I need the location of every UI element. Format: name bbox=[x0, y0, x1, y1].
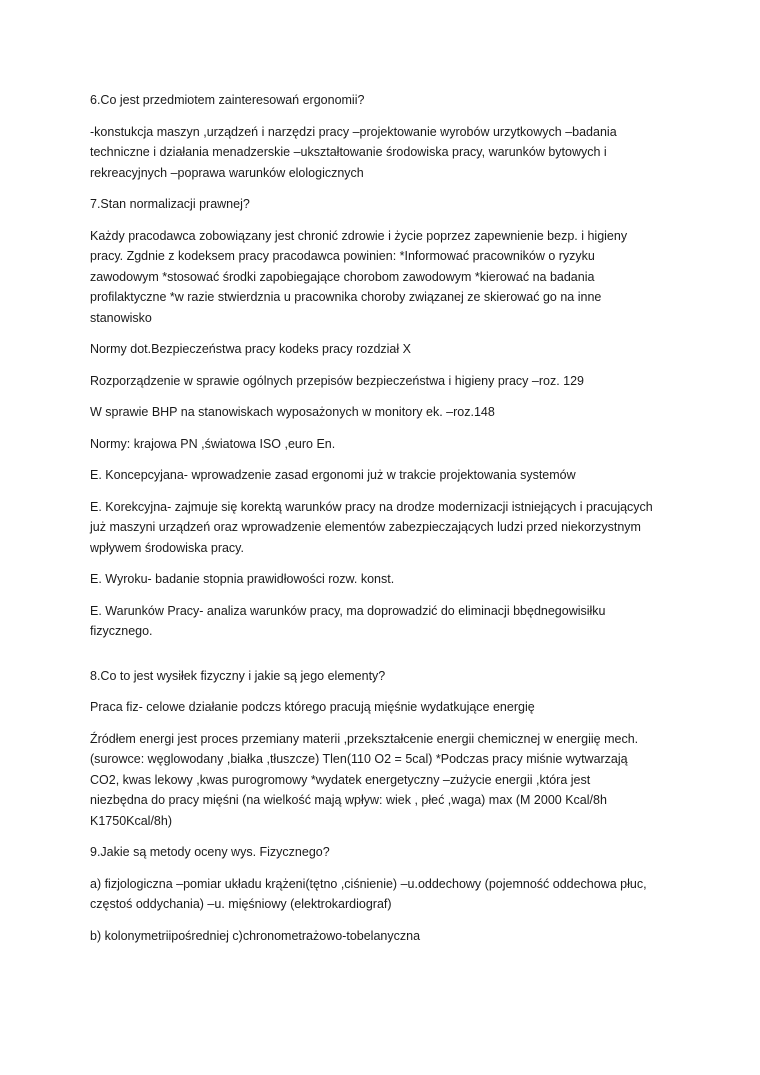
text-line: b) kolonymetriipośredniej c)chronometrażowo-tobelanyczna bbox=[90, 928, 421, 943]
text-line: 6.Co jest przedmiotem zainteresowań ergonomii? bbox=[90, 93, 365, 107]
text-line: techniczne i działania menadzerskie –ukształtowanie środowiska pracy, warunków bytowych i bbox=[90, 145, 607, 159]
text-line: już maszyni urządzeń oraz wprowadzenie elementów zabezpieczających ludzi przed niekorzystnym bbox=[90, 520, 641, 534]
text-line: fizycznego. bbox=[90, 624, 153, 638]
text-line: (surowce: węglowodany ,białka ,tłuszcze) Tlen(110 O2 = 5cal) *Podczas pracy miśnie wytwarzają bbox=[90, 752, 628, 766]
paragraph bbox=[90, 122, 680, 184]
text-line: stanowisko bbox=[90, 310, 152, 325]
text-line: 8.Co to jest wysiłek fizyczny i jakie są jego elementy? bbox=[90, 668, 386, 683]
text-line: pracy. Zgdnie z kodeksem pracy pracodawca powinien: *Informować pracowników o ryzyku bbox=[90, 249, 595, 263]
paragraph bbox=[90, 666, 680, 687]
text-line: Praca fiz- celowe działanie podczs którego pracują mięśnie wydatkujące energię bbox=[90, 700, 535, 714]
text-line: Rozporządzenie w sprawie ogólnych przepisów bezpieczeństwa i higieny pracy –roz. 129 bbox=[90, 373, 585, 388]
text-line: profilaktyczne *w razie stwierdznia u pracownika choroby związanej ze skierować go na inne bbox=[90, 290, 602, 304]
document-body bbox=[90, 90, 680, 957]
paragraph bbox=[90, 926, 680, 947]
text-line: a) fizjologiczna –pomiar układu krążeni(tętno ,ciśnienie) –u.oddechowy (pojemność oddechowa płuc, bbox=[90, 876, 647, 891]
text-line: K1750Kcal/8h) bbox=[90, 813, 173, 828]
text-line: Każdy pracodawca zobowiązany jest chronić zdrowie i życie poprzez zapewnienie bezp. i higieny bbox=[90, 228, 628, 243]
text-line: W sprawie BHP na stanowiskach wyposażonych w monitory ek. –roz.148 bbox=[90, 405, 495, 419]
paragraph bbox=[90, 90, 680, 111]
paragraph bbox=[90, 402, 680, 423]
paragraph bbox=[90, 874, 680, 915]
text-line: E. Koncepcyjana- wprowadzenie zasad ergonomi już w trakcie projektowania systemów bbox=[90, 468, 576, 482]
paragraph bbox=[90, 601, 680, 642]
text-line: częstoś oddychania) –u. mięśniowy (elektrokardiograf) bbox=[90, 897, 392, 911]
text-line: Normy dot.Bezpieczeństwa pracy kodeks pracy rozdział X bbox=[90, 342, 411, 356]
text-line: niezbędna do pracy mięśni (na wielkość mają wpływ: wiek , płeć ,waga) max (M 2000 Kcal/8h bbox=[90, 793, 607, 807]
paragraph bbox=[90, 434, 680, 455]
text-line: zawodowym *stosować środki zapobiegające chorobom zawodowym *kierować na badania bbox=[90, 269, 595, 284]
text-line: E. Korekcyjna- zajmuje się korektą warunków pracy na drodze modernizacji istniejących i pracujących bbox=[90, 499, 653, 514]
paragraph bbox=[90, 371, 680, 392]
text-line: CO2, kwas lekowy ,kwas purogromowy *wydatek energetyczny –zużycie energii ,która jest bbox=[90, 772, 591, 787]
paragraph bbox=[90, 697, 680, 718]
text-line: Źródłem energi jest proces przemiany materii ,przekształcenie energii chemicznej w energiię mech. bbox=[90, 731, 639, 746]
text-line: Normy: krajowa PN ,światowa ISO ,euro En. bbox=[90, 436, 336, 451]
text-line: rekreacyjnych –poprawa warunków elologicznych bbox=[90, 165, 364, 180]
text-line: E. Wyroku- badanie stopnia prawidłowości rozw. konst. bbox=[90, 572, 395, 586]
paragraph bbox=[90, 842, 680, 863]
paragraph bbox=[90, 729, 680, 832]
paragraph bbox=[90, 226, 680, 329]
text-line: 7.Stan normalizacji prawnej? bbox=[90, 197, 250, 211]
paragraph bbox=[90, 569, 680, 590]
text-line: -konstukcja maszyn ,urządzeń i narzędzi pracy –projektowanie wyrobów urzytkowych –badania bbox=[90, 124, 617, 139]
paragraph bbox=[90, 465, 680, 486]
paragraph bbox=[90, 194, 680, 215]
paragraph bbox=[90, 497, 680, 559]
text-line: wpływem środowiska pracy. bbox=[90, 540, 244, 555]
text-line: E. Warunków Pracy- analiza warunków pracy, ma doprowadzić do eliminacji bbędnegowisiłku bbox=[90, 603, 606, 618]
text-line: 9.Jakie są metody oceny wys. Fizycznego? bbox=[90, 845, 330, 859]
paragraph bbox=[90, 339, 680, 360]
